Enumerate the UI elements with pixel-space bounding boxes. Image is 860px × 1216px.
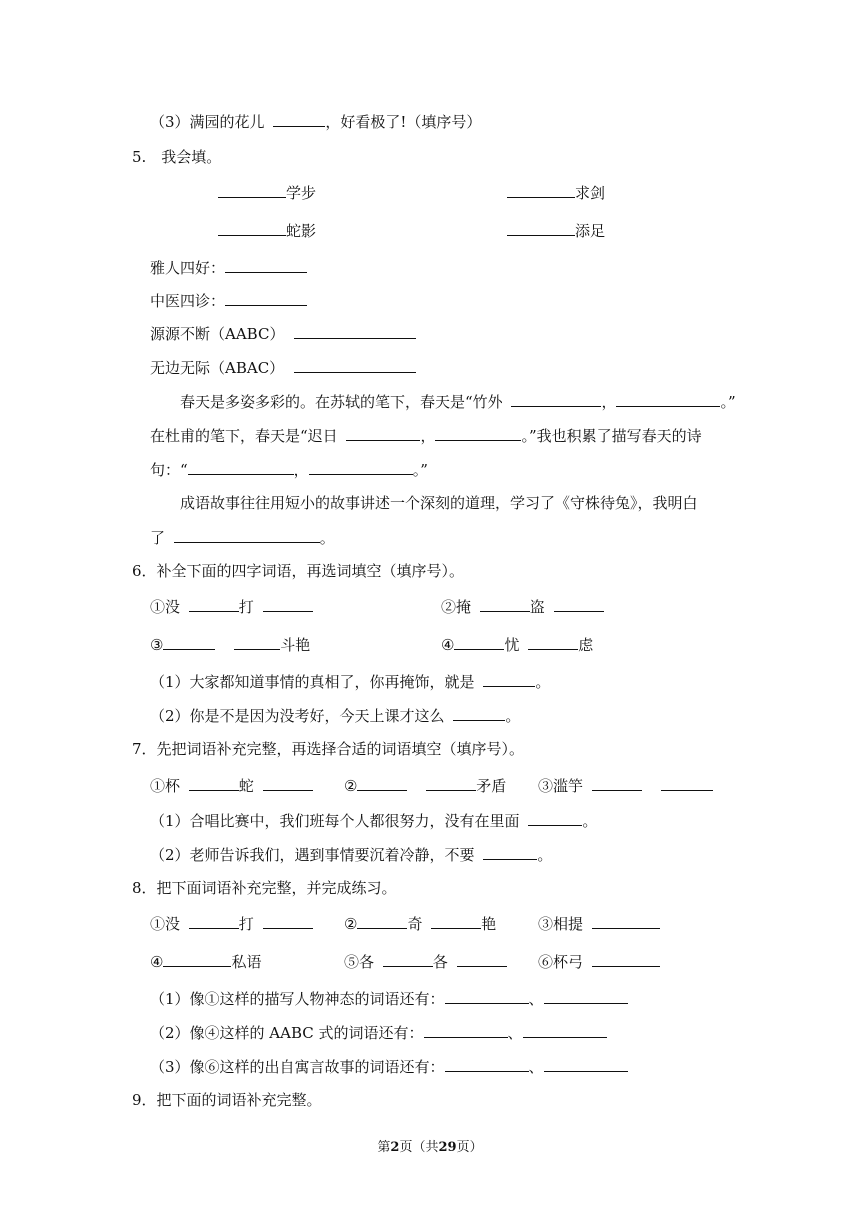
answer-blank[interactable]: [426, 775, 476, 791]
answer-blank[interactable]: [435, 425, 521, 441]
answer-blank[interactable]: [592, 913, 660, 929]
answer-blank[interactable]: [189, 775, 239, 791]
answer-blank[interactable]: [263, 775, 313, 791]
q5-spring-line3: 句：“ ， 。”: [150, 461, 428, 479]
answer-blank[interactable]: [544, 1056, 628, 1072]
answer-blank[interactable]: [511, 391, 601, 407]
answer-blank[interactable]: [592, 775, 642, 791]
q7-word-3: ③滥竽: [538, 775, 713, 796]
q5-idiom-3: 蛇影: [218, 220, 316, 241]
answer-blank[interactable]: [528, 634, 578, 650]
q8-word-2: ② 奇 艳: [344, 915, 497, 933]
q5-aabc: 源源不断（AABC）: [150, 323, 416, 344]
answer-blank[interactable]: [294, 323, 416, 339]
answer-blank[interactable]: [357, 775, 407, 791]
q8-sentence-2: （2）像④这样的 AABC 式的词语还有： 、: [150, 1022, 607, 1043]
answer-blank[interactable]: [544, 988, 628, 1004]
answer-blank[interactable]: [480, 596, 530, 612]
answer-blank[interactable]: [163, 951, 231, 967]
q7-sentence-2: （2）老师告诉我们，遇到事情要沉着冷静，不要 。: [150, 846, 553, 864]
q6-sentence-2: （2）你是不是因为没考好，今天上课才这么 。: [150, 707, 521, 725]
q8-word-5: ⑤各 各: [344, 951, 507, 972]
answer-blank[interactable]: [457, 951, 507, 967]
answer-blank[interactable]: [188, 459, 294, 475]
answer-blank[interactable]: [174, 527, 320, 543]
answer-blank[interactable]: [616, 391, 720, 407]
q5-story-line1: 成语故事往往用短小的故事讲述一个深刻的道理，学习了《守株待兔》，我明白: [180, 494, 698, 512]
answer-blank[interactable]: [273, 111, 325, 127]
q8-word-4: ④ 私语: [150, 953, 262, 971]
q5-yaren: 雅人四好：: [150, 257, 307, 278]
q6-word-4: ④ 忧 虑: [441, 636, 594, 654]
q6-title: 6．补全下面的四字词语，再选词填空（填序号）。: [132, 562, 465, 580]
answer-blank[interactable]: [383, 951, 433, 967]
q5-title: 5. 我会填。: [132, 148, 222, 166]
answer-blank[interactable]: [294, 357, 416, 373]
q6-word-2: ②掩 盗: [441, 596, 604, 617]
q8-word-6: ⑥杯弓: [538, 951, 660, 972]
answer-blank[interactable]: [592, 951, 660, 967]
answer-blank[interactable]: [218, 182, 286, 198]
q6-sentence-1: （1）大家都知道事情的真相了，你再掩饰，就是 。: [150, 673, 551, 691]
total-pages: 29: [438, 1140, 457, 1155]
answer-blank[interactable]: [507, 220, 575, 236]
q8-word-3: ③相提: [538, 913, 660, 934]
q7-title: 7．先把词语补充完整，再选择合适的词语填空（填序号）。: [132, 740, 525, 758]
answer-blank[interactable]: [445, 988, 529, 1004]
q5-abac: 无边无际（ABAC）: [150, 357, 416, 378]
answer-blank[interactable]: [661, 775, 713, 791]
answer-blank[interactable]: [234, 634, 280, 650]
q5-spring-line2: 在杜甫的笔下，春天是“迟日 ， 。”我也积累了描写春天的诗: [150, 427, 702, 445]
answer-blank[interactable]: [424, 1022, 508, 1038]
q8-title: 8．把下面词语补充完整，并完成练习。: [132, 879, 397, 897]
q5-spring-line1: 春天是多姿多彩的。在苏轼的笔下，春天是“竹外 ， 。”: [180, 393, 736, 411]
page-footer: 第2页（共29页）: [377, 1140, 483, 1155]
answer-blank[interactable]: [189, 596, 239, 612]
answer-blank[interactable]: [189, 913, 239, 929]
answer-blank[interactable]: [507, 182, 575, 198]
q7-word-2: ② 矛盾: [344, 777, 507, 795]
answer-blank[interactable]: [309, 459, 413, 475]
page-number: 2: [390, 1140, 400, 1155]
q5-idiom-1: 学步: [218, 182, 316, 203]
q4-item3: （3）满园的花儿 ，好看极了!（填序号）: [150, 113, 482, 131]
answer-blank[interactable]: [483, 844, 537, 860]
answer-blank[interactable]: [554, 596, 604, 612]
answer-blank[interactable]: [523, 1022, 607, 1038]
answer-blank[interactable]: [454, 634, 504, 650]
answer-blank[interactable]: [445, 1056, 529, 1072]
q7-word-1: ①杯 蛇: [150, 775, 313, 796]
answer-blank[interactable]: [263, 596, 313, 612]
answer-blank[interactable]: [357, 913, 407, 929]
q8-sentence-3: （3）像⑥这样的出自寓言故事的词语还有： 、: [150, 1056, 628, 1077]
q5-idiom-4: 添足: [507, 220, 605, 241]
answer-blank[interactable]: [163, 634, 215, 650]
q5-story-line2: 了 。: [150, 529, 335, 547]
answer-blank[interactable]: [483, 671, 535, 687]
q7-sentence-1: （1）合唱比赛中，我们班每个人都很努力，没有在里面 。: [150, 812, 598, 830]
q6-word-3: ③ 斗艳: [150, 636, 311, 654]
answer-blank[interactable]: [453, 705, 505, 721]
q5-zhongyi: 中医四诊：: [150, 290, 307, 311]
answer-blank[interactable]: [346, 425, 420, 441]
answer-blank[interactable]: [225, 290, 307, 306]
q5-idiom-2: 求剑: [507, 182, 605, 203]
q9-title: 9．把下面的词语补充完整。: [132, 1091, 322, 1109]
answer-blank[interactable]: [528, 810, 582, 826]
answer-blank[interactable]: [225, 257, 307, 273]
answer-blank[interactable]: [263, 913, 313, 929]
q8-sentence-1: （1）像①这样的描写人物神态的词语还有： 、: [150, 988, 628, 1009]
q8-word-1: ①没 打: [150, 913, 313, 934]
q6-word-1: ①没 打: [150, 596, 313, 617]
answer-blank[interactable]: [218, 220, 286, 236]
answer-blank[interactable]: [431, 913, 481, 929]
